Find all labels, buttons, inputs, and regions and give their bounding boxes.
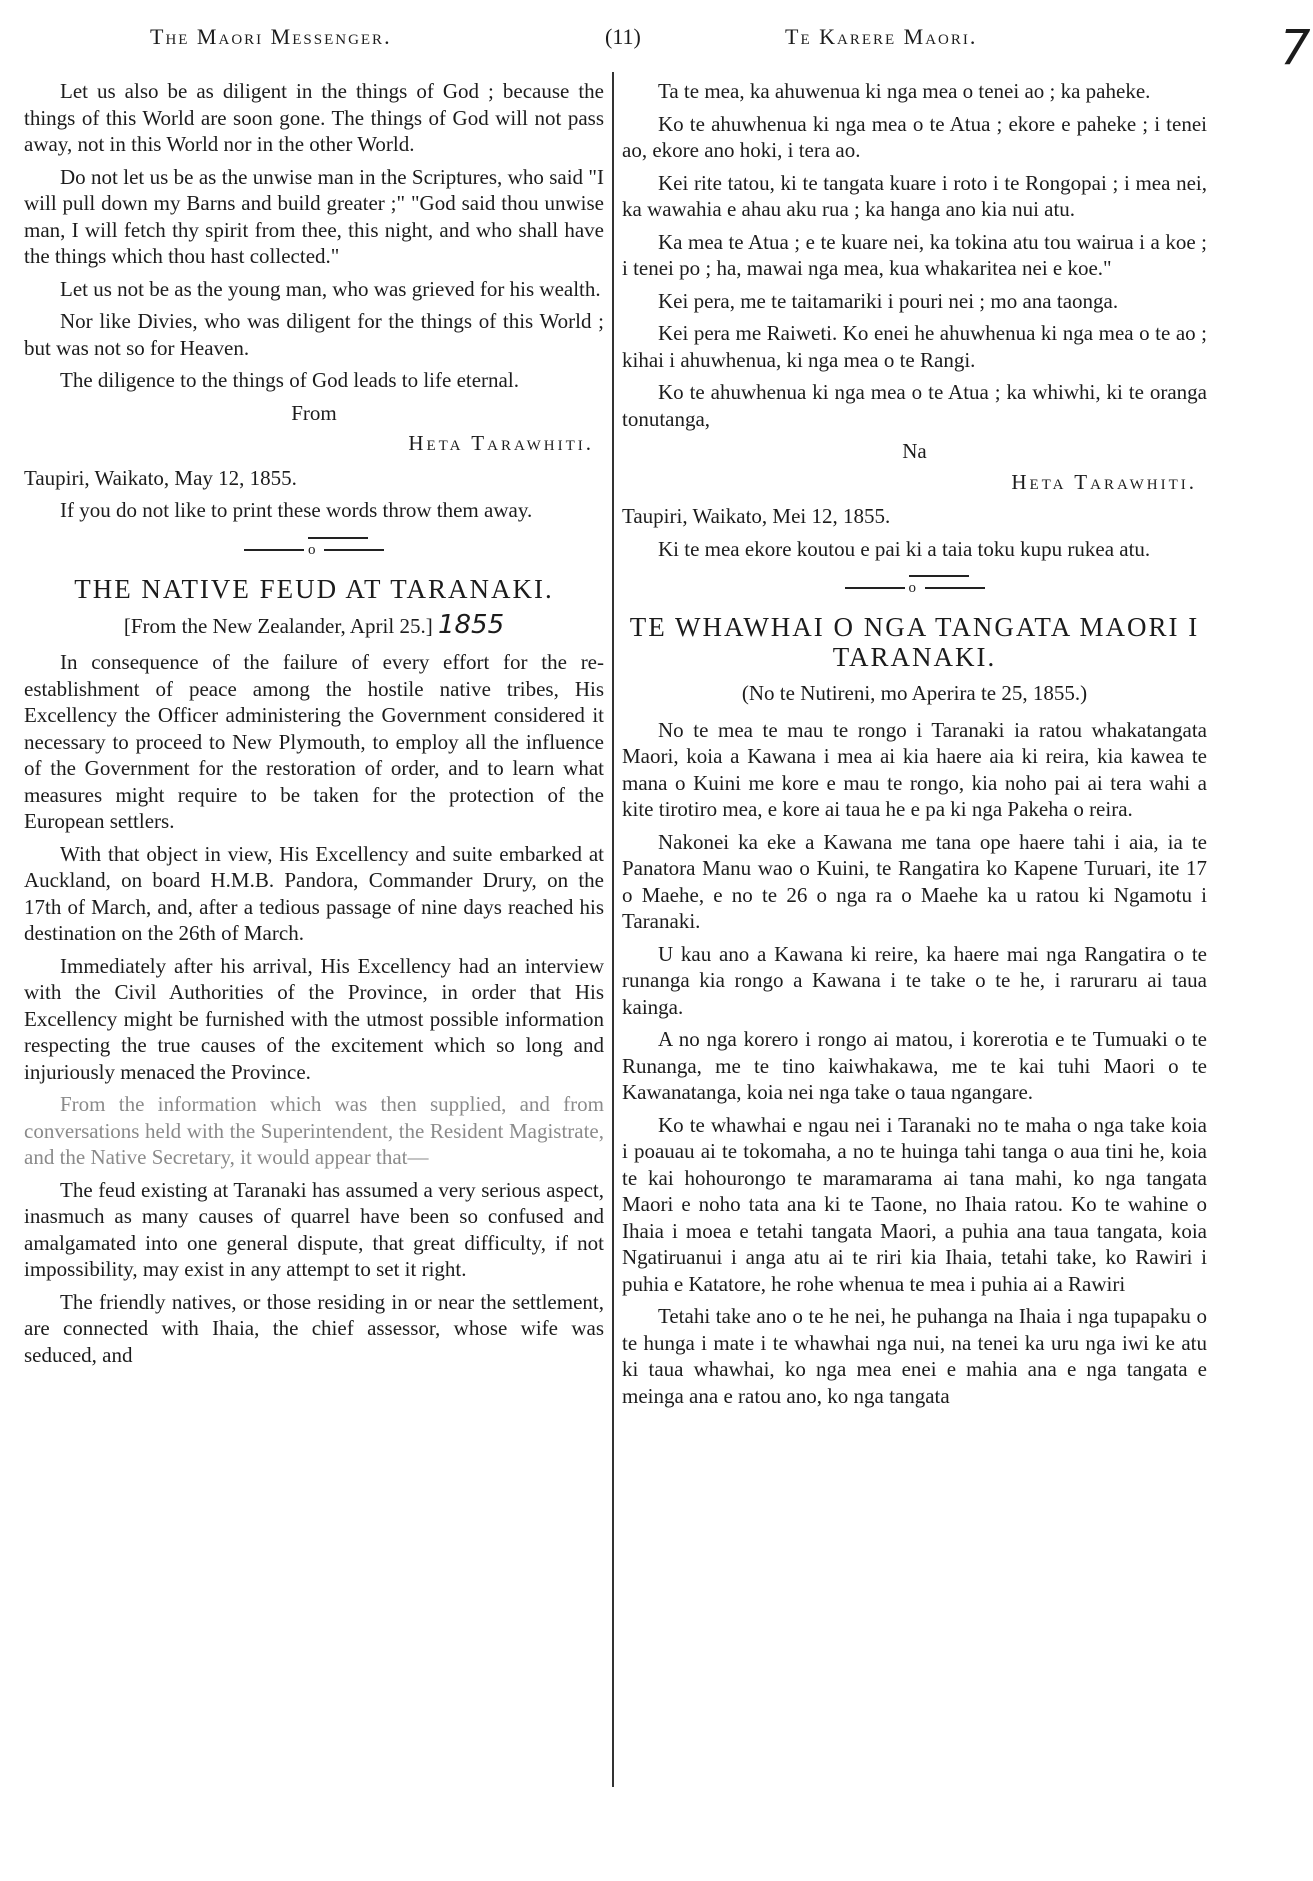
article-title: TE WHAWHAI O NGA TANGATA MAORI I TARANAKI. (629, 612, 1200, 672)
english-masthead: The Maori Messenger. (150, 24, 392, 49)
letter-paragraph: Ka mea te Atua ; e te kuare nei, ka tokina atu tou wairua i a koe ; i tenei po ; ha, mawai nga mea, kua whakaritea nei e koe." (622, 229, 1207, 280)
letter-paragraph: Let us also be as diligent in the things of God ; because the things of this World are soon gone. The things of God will not pass away, not in this World nor in the other World. (24, 79, 604, 156)
letter-paragraph: Kei pera me Raiweti. Ko enei he ahuwhenua ki nga mea o te ao ; kihai i ahuwhenua, ki nga mea o te Rangi. (622, 321, 1207, 372)
letter-postscript: Ki te mea ekore koutou e pai ki a taia toku kupu rukea atu. (658, 536, 1151, 561)
article-paragraph: The friendly natives, or those residing in or near the settlement, are connected with Ihaia, the chief assessor, whose wife was seduced, and (24, 1289, 604, 1367)
running-head (20, 18, 1313, 76)
letter-dateline: Taupiri, Waikato, Mei 12, 1855. (622, 504, 891, 528)
margin-pencil-mark: 7 (1280, 20, 1313, 76)
article-paragraph: U kau ano a Kawana ki reire, ka haere mai nga Rangatira o te runanga kia rongo a Kawana i te take o te he, i raruraru ai taua kainga. (622, 941, 1207, 1019)
article-source: (No te Nutireni, mo Aperira te 25, 1855.) (741, 681, 1088, 705)
article-title: THE NATIVE FEUD AT TARANAKI. (74, 573, 554, 604)
letter-paragraph: Kei pera, me te taitamariki i pouri nei ; mo ana taonga. (658, 288, 1119, 313)
from-label: Na (902, 439, 927, 463)
letter-dateline: Taupiri, Waikato, May 12, 1855. (24, 465, 297, 490)
article-paragraph: Nakonei ka eke a Kawana me tana ope haere tahi i aia, ia te Panatora Manu wao o Kuini, te Rangatira ko Kapene Turuari, ite 17 o Maehe, e no te 26 o nga ra o Maehe ka u ratou ki Ngamotu i Taranaki. (622, 829, 1207, 933)
article-paragraph: The feud existing at Taranaki has assumed a very serious aspect, inasmuch as many causes of quarrel have been so confused and amalgamated into one general dispute, that great difficulty, if not impossibility, may exist in any attempt to set it right. (24, 1177, 604, 1281)
letter-signature: Heta Tarawhiti. (1011, 469, 1197, 494)
article-source (24, 609, 604, 640)
section-divider: o (244, 544, 384, 556)
letter-paragraph: Ta te mea, ka ahuwenua ki nga mea o tenei ao ; ka paheke. (658, 79, 1151, 103)
maori-column (622, 78, 1207, 1415)
letter-paragraph: Let us not be as the young man, who was grieved for his wealth. (60, 276, 601, 301)
article-source-text: [From the New Zealander, April 25.] (123, 613, 433, 638)
article-paragraph-faded: From the information which was then supplied, and from conversations held with the Superintendent, the Resident Magistrate, and the Native Secretary, it would appear that— (24, 1092, 604, 1169)
from-label: From (291, 400, 337, 425)
column-divider (612, 72, 616, 1787)
article-paragraph: A no nga korero i rongo ai matou, i korerotia e te Tumuaki o te Runanga, me te tino kaiwhakawa, me te kai tuhi Maori o te Kawanatanga, koia nei nga take o taua ngangare. (622, 1027, 1207, 1104)
article-paragraph: Immediately after his arrival, His Excellency had an interview with the Civil Authorities of the Province, in order that His Excellency might be furnished with the utmost possible information respecting the true causes of the excitement which so long and injuriously menaced the Province. (24, 953, 604, 1084)
letter-paragraph: Do not let us be as the unwise man in the Scriptures, who said "I will pull down my Barns and build greater ;" "God said thou unwise man, I will fetch thy spirit from thee, this night, and who shall have the things which thou hast collected." (24, 164, 604, 268)
letter-paragraph: Ko te ahuwhenua ki nga mea o te Atua ; ka whiwhi, ki te oranga tonutanga, (622, 380, 1207, 431)
letter-paragraph: Ko te ahuwhenua ki nga mea o te Atua ; ekore e paheke ; i tenei ao, ekore ano hoki, i tera ao. (622, 111, 1207, 162)
handwritten-year: 1855 (437, 609, 505, 640)
maori-masthead: Te Karere Maori. (785, 24, 978, 49)
page-number: (11) (605, 24, 641, 49)
article-paragraph: With that object in view, His Excellency and suite embarked at Auckland, on board H.M.B. Pandora, Commander Drury, on the 17th of March, and, after a tedious passage of nine days reached his destination on the 26th of March. (24, 841, 604, 945)
section-divider: o (845, 582, 985, 594)
letter-signature: Heta Tarawhiti. (408, 431, 594, 455)
letter-paragraph: The diligence to the things of God leads to life eternal. (60, 368, 519, 392)
letter-postscript: If you do not like to print these words throw them away. (60, 498, 533, 522)
article-paragraph: Tetahi take ano o te he nei, he puhanga na Ihaia i nga tupapaku o te hunga i mate i te whawhai nga nui, na tenei ka uru nga iwi ke atu ki taua whawhai, ko nga mea enei e mahia ana e nga tangata e meinga ana e ratou ano, ko nga tangata (622, 1304, 1207, 1408)
article-paragraph: No te mea te mau te rongo i Taranaki ia ratou whakatangata Maori, koia a Kawana i mea ai kia haere aia ki reira, kia kawea te mana o Kuini me kore e mau te rongo, kia noho pai ai tera wahi a kite tirotiro mea, e kore ai taua he e pa ki nga Pakeha o reira. (622, 717, 1207, 821)
article-paragraph: In consequence of the failure of every effort for the re-establishment of peace among the hostile native tribes, His Excellency the Officer administering the Government considered it necessary to proceed to New Plymouth, to employ all the influence of the Government for the restoration of order, and to learn what measures might require to be taken for the protection of the European settlers. (24, 650, 604, 833)
english-column (24, 78, 604, 1374)
article-paragraph: Ko te whawhai e ngau nei i Taranaki no te maha o nga take koia i poauau ai te tokomaha, a no te huinga tahi tanga o aua tini he, koia te kai hohourongo te maramarama ai tana mahi, ko nga tangata Maori e noho tata ana ki te Taone, no Ihaia ratou. Ko te wahine o Ihaia i moea e tetahi tangata Maori, a puhia ana taua tangata, koia Ngatiruanui i anga atu ai te riri kia Ihaia, tetahi take, ko Rawiri i puhia e Katatore, he rohe whenua te mea i puhia ai a Rawiri (622, 1112, 1207, 1296)
letter-paragraph: Kei rite tatou, ki te tangata kuare i roto i te Rongopai ; i mea nei, ka wawahia e ahau aku rua ; ka hanga ano kia nui atu. (622, 170, 1207, 221)
letter-paragraph: Nor like Divies, who was diligent for the things of this World ; but was not so for Heaven. (24, 309, 604, 360)
